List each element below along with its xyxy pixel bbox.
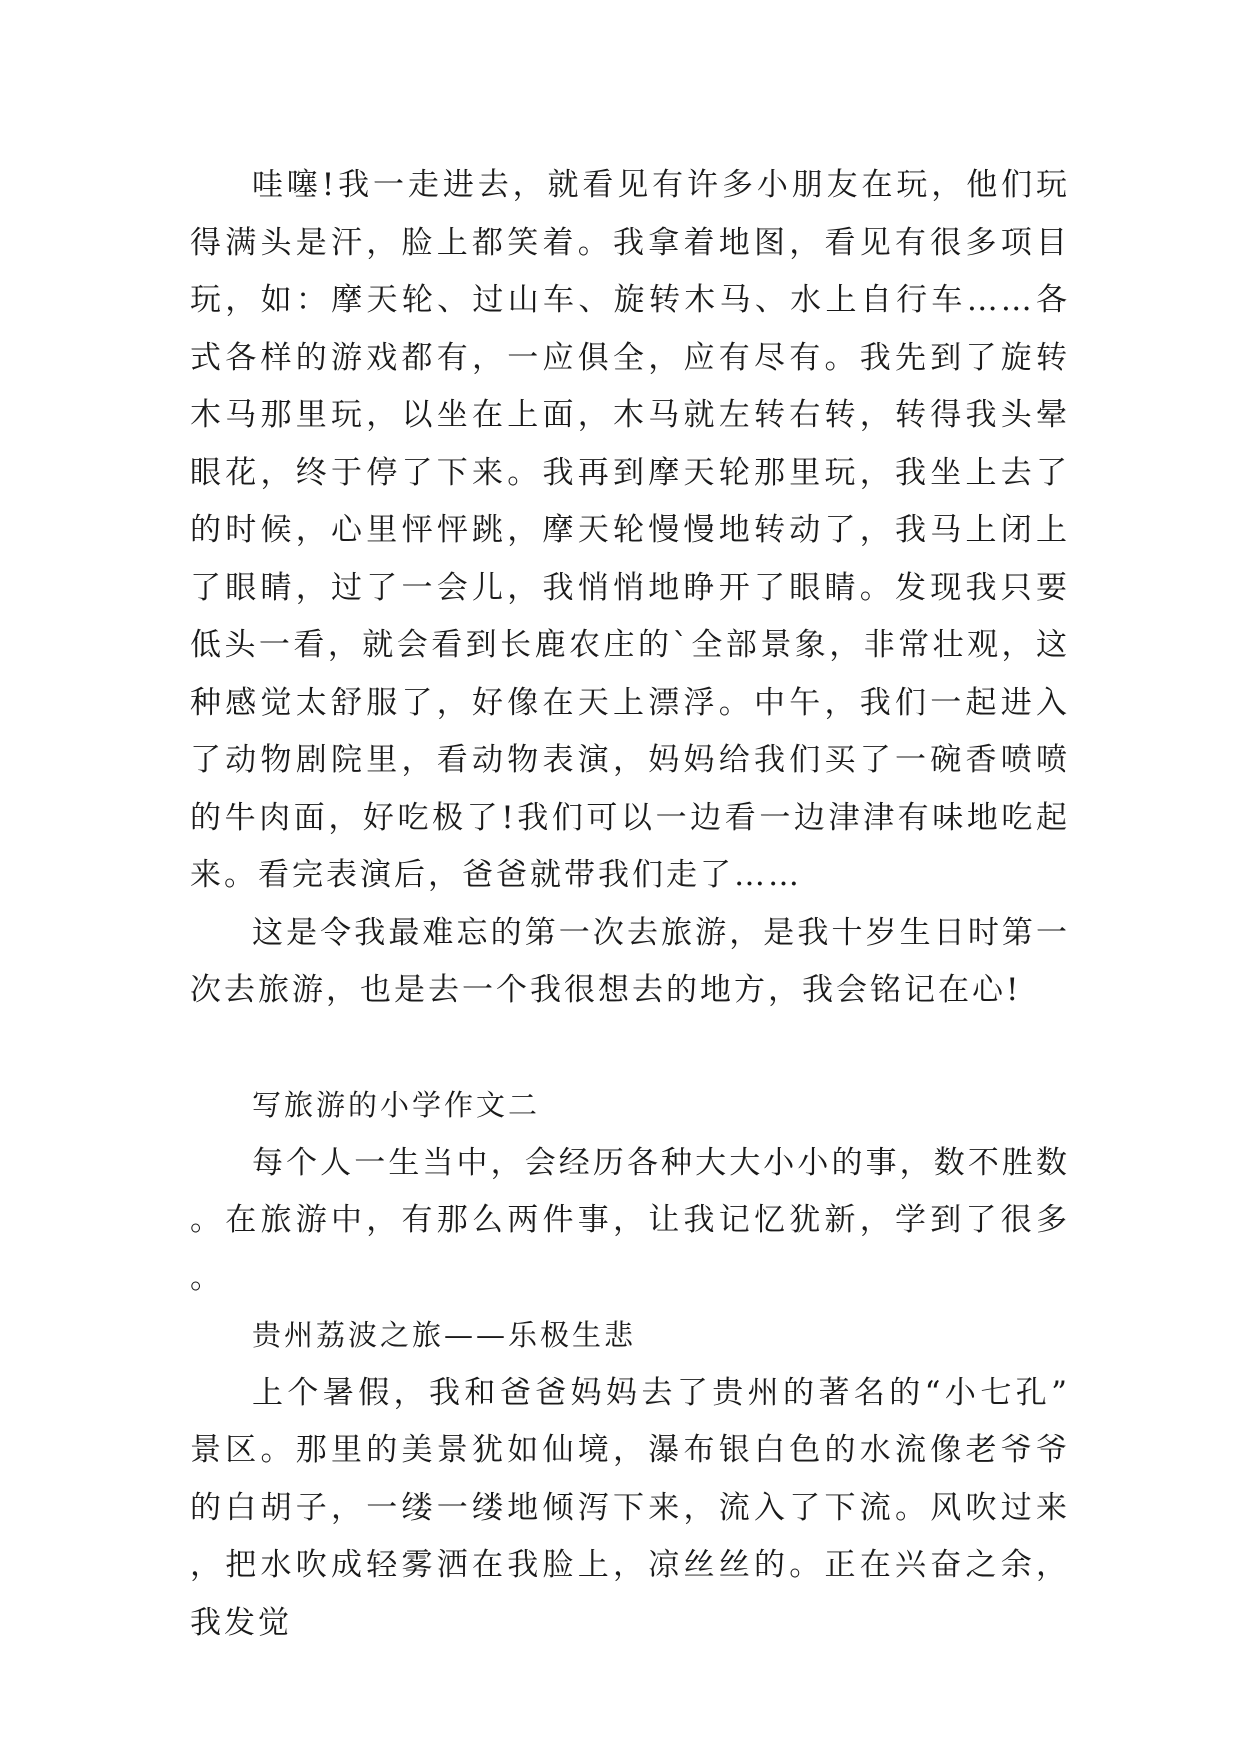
paragraph-story: 上个暑假，我和爸爸妈妈去了贵州的著名的“小七孔”景区。那里的美景犹如仙境，瀑布银白色的水流像老爷爷的白胡子，一缕一缕地倾泻下来，流入了下流。风吹过来，把水吹成轻雾洒在我脸上，凉丝丝的。正在兴奋之余，我发觉 xyxy=(190,1374,1070,1641)
section-spacer xyxy=(190,1020,1070,1078)
paragraph-intro: 每个人一生当中，会经历各种大大小小的事，数不胜数。在旅游中，有那么两件事，让我记忆犹新，学到了很多。 xyxy=(190,1144,1070,1296)
section-subtitle: 贵州荔波之旅——乐极生悲 xyxy=(252,1318,637,1352)
document-body xyxy=(190,157,1070,1652)
paragraph-conclusion: 这是令我最难忘的第一次去旅游，是我十岁生日时第一次去旅游，也是去一个我很想去的地方，我会铭记在心! xyxy=(190,914,1070,1008)
paragraph-amusement-park: 哇噻!我一走进去，就看见有许多小朋友在玩，他们玩得满头是汗，脸上都笑着。我拿着地图，看见有很多项目玩，如：摩天轮、过山车、旋转木马、水上自行车……各式各样的游戏都有，一应俱全，应有尽有。我先到了旋转木马那里玩，以坐在上面，木马就左转右转，转得我头晕眼花，终于停了下来。我再到摩天轮那里玩，我坐上去了的时候，心里怦怦跳，摩天轮慢慢地转动了，我马上闭上了眼睛，过了一会儿，我悄悄地睁开了眼睛。发现我只要低头一看，就会看到长鹿农庄的`全部景象，非常壮观，这种感觉太舒服了，好像在天上漂浮。中午，我们一起进入了动物剧院里，看动物表演，妈妈给我们买了一碗香喷喷的牛肉面，好吃极了!我们可以一边看一边津津有味地吃起来。看完表演后，爸爸就带我们走了…… xyxy=(190,167,1070,893)
section-title: 写旅游的小学作文二 xyxy=(252,1088,541,1122)
